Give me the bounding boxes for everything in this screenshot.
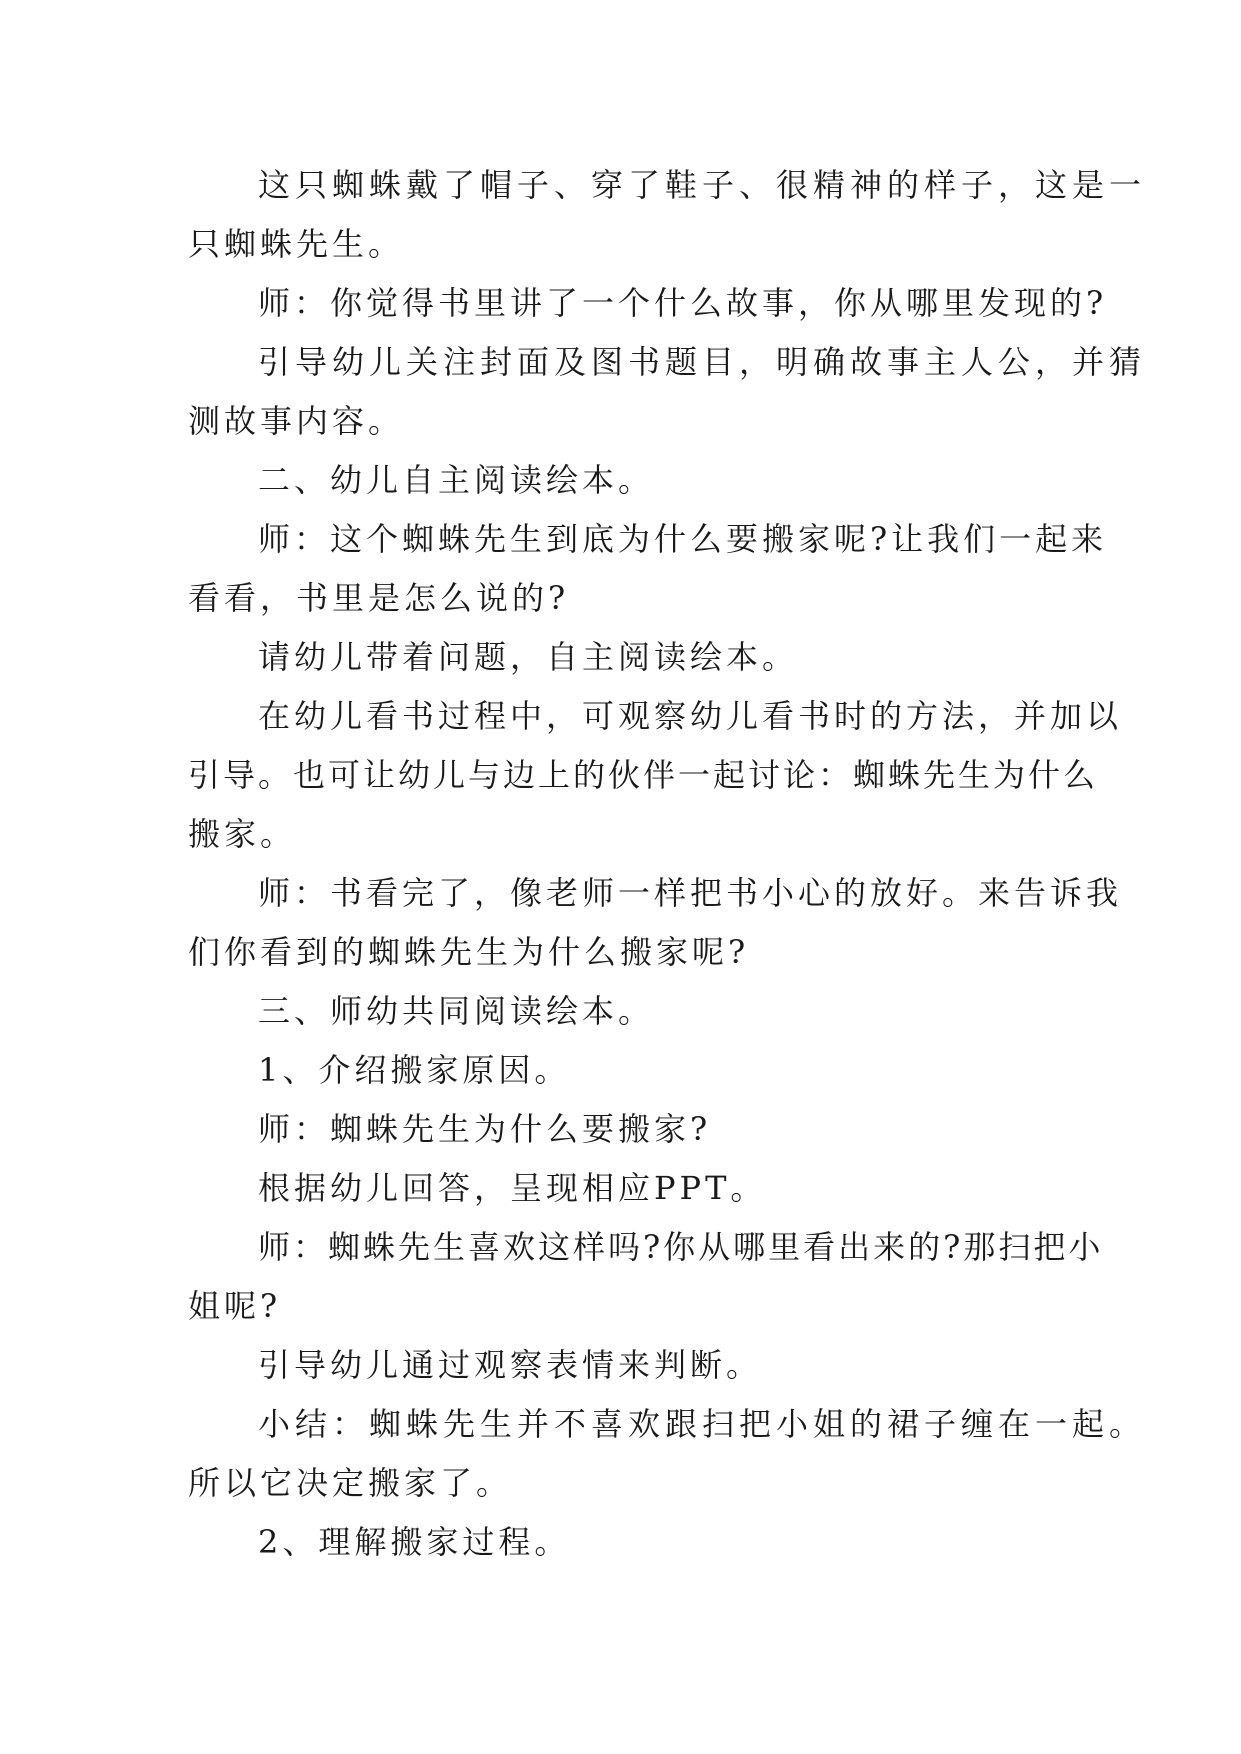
subsection-heading: 2、理解搬家过程。 — [258, 1523, 571, 1561]
text-line: 所以它决定搬家了。 — [188, 1464, 513, 1502]
text-line: 只蜘蛛先生。 — [188, 225, 405, 263]
text-line: 姐呢? — [188, 1287, 282, 1325]
text-line: 看看，书里是怎么说的? — [188, 579, 570, 617]
text-line: 师：蜘蛛先生为什么要搬家? — [258, 1110, 712, 1148]
section-heading: 二、幼儿自主阅读绘本。 — [258, 461, 655, 499]
text-line: 在幼儿看书过程中，可观察幼儿看书时的方法，并加以 — [258, 697, 1123, 735]
text-line: 请幼儿带着问题，自主阅读绘本。 — [258, 638, 799, 676]
text-line: 师：这个蜘蛛先生到底为什么要搬家呢?让我们一起来 — [258, 520, 1108, 558]
text-line: 师：书看完了，像老师一样把书小心的放好。来告诉我 — [258, 874, 1123, 912]
text-line: 师：蜘蛛先生喜欢这样吗?你从哪里看出来的?那扫把小 — [258, 1228, 1104, 1266]
text-line: 根据幼儿回答，呈现相应PPT。 — [258, 1169, 767, 1207]
text-line: 引导幼儿关注封面及图书题目，明确故事主人公，并猜 — [258, 343, 1147, 381]
text-line: 师：你觉得书里讲了一个什么故事，你从哪里发现的? — [258, 284, 1108, 322]
text-line: 引导。也可让幼儿与边上的伙伴一起讨论：蜘蛛先生为什么 — [188, 756, 1099, 794]
text-line: 测故事内容。 — [188, 402, 405, 440]
text-line: 引导幼儿通过观察表情来判断。 — [258, 1346, 763, 1384]
subsection-heading: 1、介绍搬家原因。 — [258, 1051, 571, 1089]
text-line: 们你看到的蜘蛛先生为什么搬家呢? — [188, 933, 750, 971]
summary-line: 小结：蜘蛛先生并不喜欢跟扫把小姐的裙子缠在一起。 — [258, 1405, 1147, 1443]
section-heading: 三、师幼共同阅读绘本。 — [258, 992, 655, 1030]
text-line: 搬家。 — [188, 815, 297, 853]
text-line: 这只蜘蛛戴了帽子、穿了鞋子、很精神的样子，这是一 — [258, 166, 1147, 204]
